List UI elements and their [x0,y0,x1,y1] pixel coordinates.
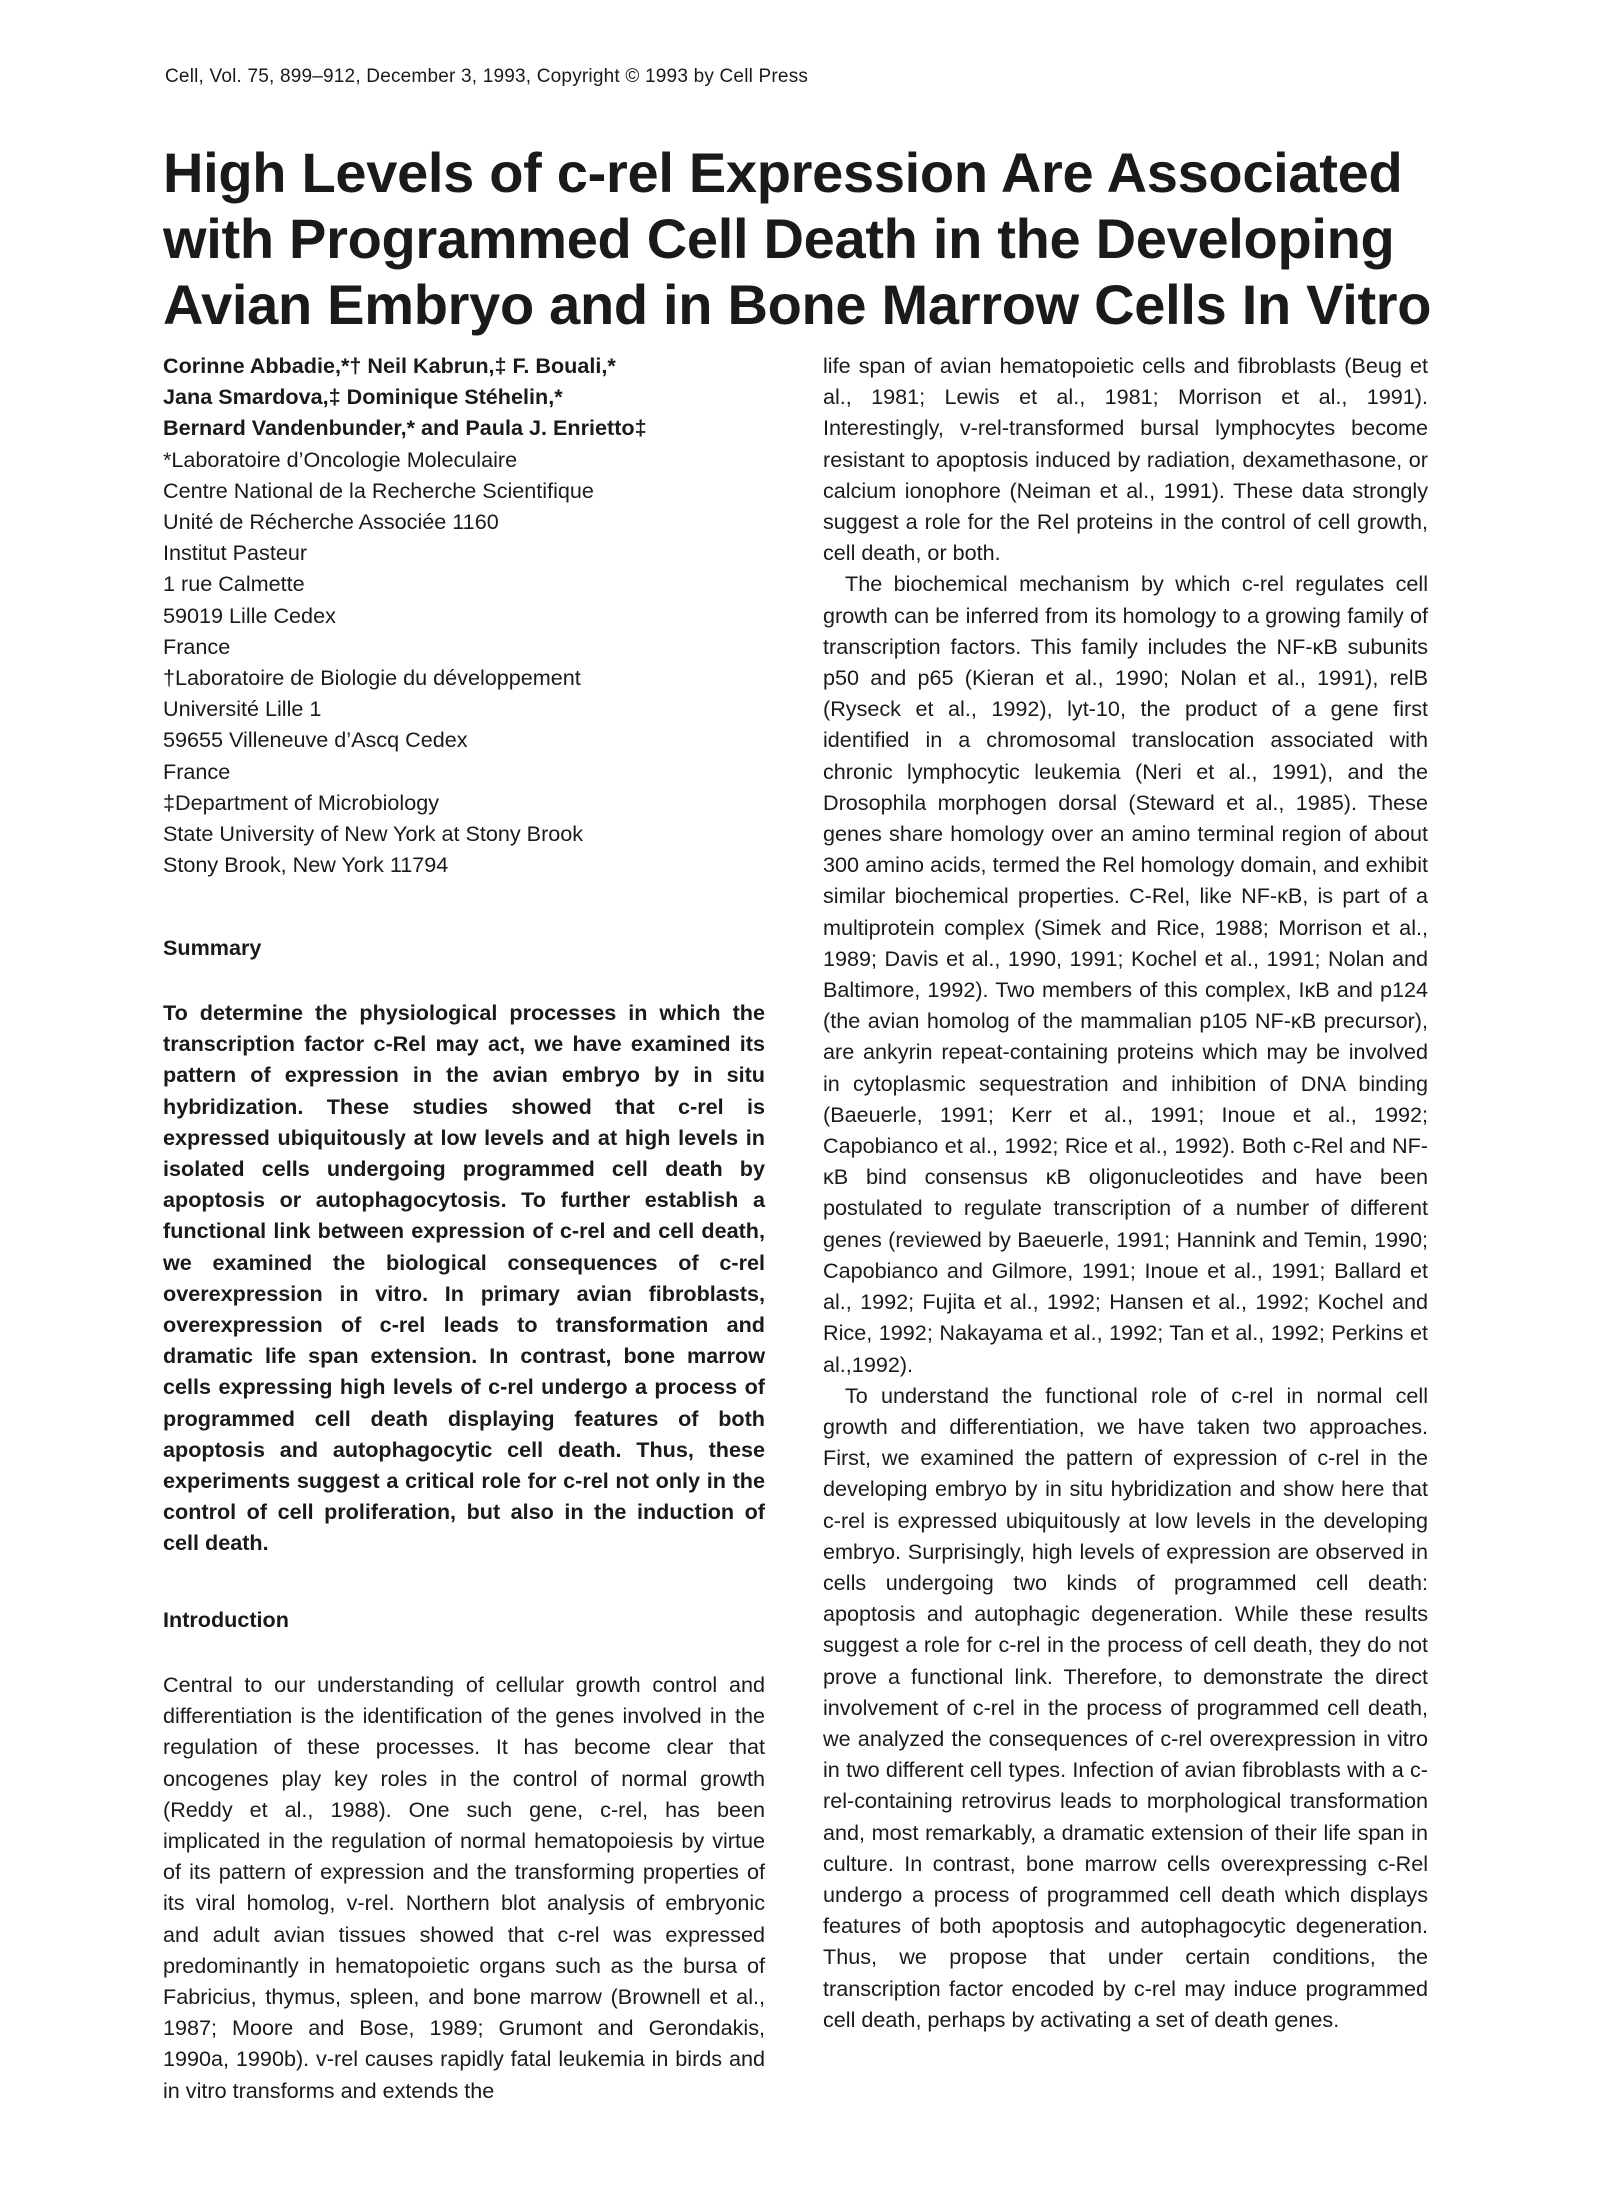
summary-heading: Summary [163,935,262,960]
title-line: High Levels of c-rel Expression Are Associated [163,141,1403,204]
affiliation-line: 1 rue Calmette [163,571,305,597]
affiliation-line: *Laboratoire d’Oncologie Moleculaire [163,446,518,472]
affiliation-line: Stony Brook, New York 11794 [163,852,449,878]
affiliation-line: Unité de Récherche Associée 1160 [163,509,499,535]
author-list [163,350,803,444]
introduction-heading: Introduction [163,1607,289,1632]
affiliation-line: Université Lille 1 [163,696,322,722]
affiliation-line: France [163,758,231,784]
affiliation-line: 59019 Lille Cedex [163,602,336,628]
affiliation-line: France [163,633,231,659]
author-line: Jana Smardova,‡ Dominique Stéhelin,* [163,384,563,410]
author-line: Bernard Vandenbunder,* and Paula J. Enrietto‡ [163,415,647,441]
introduction-paragraph-1: Central to our understanding of cellular growth control and differentiation is the identification of the genes involved in the regulation of these processes. It has become clear that oncogenes play key roles in the control of normal growth (Reddy et al., 1988). One such gene, c-rel, has been implicated in the regulation of normal hematopoiesis by virtue of its pattern of expression and the transforming properties of its viral homolog, v-rel. Northern blot analysis of embryonic and adult avian tissues showed that c-rel was expressed predominantly in hematopoietic organs such as the bursa of Fabricius, thymus, spleen, and bone marrow (Brownell et al., 1987; Moore and Bose, 1989; Grumont and Gerondakis, 1990a, 1990b). v-rel causes rapidly fatal leukemia in birds and in vitro transforms and extends the [163,1672,765,2103]
right-column [823,350,1428,2035]
affiliation-line: †Laboratoire de Biologie du développement [163,665,581,691]
affiliation-line: Institut Pasteur [163,540,308,566]
affiliation-line: 59655 Villeneuve d’Ascq Cedex [163,727,468,753]
introduction-paragraph-2: The biochemical mechanism by which c-rel regulates cell growth can be inferred from its homology to a growing family of transcription factors. This family includes the NF-κB subunits p50 and p65 (Kieran et al., 1990; Nolan et al., 1991), relB (Ryseck et al., 1992), lyt-10, the product of a gene first identified in a chromosomal translocation associated with chronic lymphocytic leukemia (Neri et al., 1991), and the Drosophila morphogen dorsal (Steward et al., 1985). These genes share homology over an amino terminal region of about 300 amino acids, termed the Rel homology domain, and exhibit similar biochemical properties. C-Rel, like NF-κB, is part of a multiprotein complex (Simek and Rice, 1988; Morrison et al., 1989; Davis et al., 1990, 1991; Kochel et al., 1991; Nolan and Baltimore, 1992). Two members of this complex, IκB and p124 (the avian homolog of the mammalian p105 NF-κB precursor), are ankyrin repeat-containing proteins which may be involved in cytoplasmic sequestration and inhibition of DNA binding (Baeuerle, 1991; Kerr et al., 1991; Inoue et al., 1992; Capobianco et al., 1992; Rice et al., 1992). Both c-Rel and NF-κB bind consensus κB oligonucleotides and have been postulated to regulate transcription of a number of different genes (reviewed by Baeuerle, 1991; Hannink and Temin, 1990; Capobianco and Gilmore, 1991; Inoue et al., 1991; Ballard et al., 1992; Fujita et al., 1992; Hansen et al., 1992; Kochel and Rice, 1992; Nakayama et al., 1992; Tan et al., 1992; Perkins et al.,1992). [823,571,1428,1377]
affiliation-list [163,444,803,881]
introduction-paragraph-1-continued: life span of avian hematopoietic cells and fibroblasts (Beug et al., 1981; Lewis et al., 1981; Morrison et al., 1991). Interestingly, v-rel-transformed bursal lymphocytes become resistant to apoptosis induced by radiation, dexamethasone, or calcium ionophore (Neiman et al., 1991). These data strongly suggest a role for the Rel proteins in the control of cell growth, cell death, or both. [823,353,1428,566]
author-affiliation-block [163,350,803,880]
affiliation-line: State University of New York at Stony Brook [163,821,584,847]
affiliation-line: Centre National de la Recherche Scientifique [163,477,594,503]
title-line: Avian Embryo and in Bone Marrow Cells In Vitro [163,273,1432,336]
summary-text: To determine the physiological processes in which the transcription factor c-Rel may act, we have examined its pattern of expression in the avian embryo by in situ hybridization. These studies showed that c-rel is expressed ubiquitously at low levels and at high levels in isolated cells undergoing programmed cell death by apoptosis or autophagocytosis. To further establish a functional link between expression of c-rel and cell death, we examined the biological consequences of c-rel overexpression in vitro. In primary avian fibroblasts, overexpression of c-rel leads to transformation and dramatic life span extension. In contrast, bone marrow cells expressing high levels of c-rel undergo a process of programmed cell death displaying features of both apoptosis and autophagocytic cell death. Thus, these experiments suggest a critical role for c-rel not only in the control of cell proliferation, but also in the induction of cell death. [163,1000,765,1556]
title-line: with Programmed Cell Death in the Developing [163,207,1395,270]
article-title [163,140,1463,338]
journal-citation-line: Cell, Vol. 75, 899–912, December 3, 1993, Copyright © 1993 by Cell Press [165,66,809,87]
author-line: Corinne Abbadie,*† Neil Kabrun,‡ F. Bouali,* [163,353,616,378]
introduction-paragraph-3: To understand the functional role of c-rel in normal cell growth and differentiation, we have taken two approaches. First, we examined the pattern of expression of c-rel in the developing embryo by in situ hybridization and show here that c-rel is expressed ubiquitously at low levels in the developing embryo. Surprisingly, high levels of expression are observed in cells undergoing two kinds of programmed cell death: apoptosis and autophagic degeneration. While these results suggest a role for c-rel in the process of cell death, they do not prove a functional link. Therefore, to demonstrate the direct involvement of c-rel in the process of programmed cell death, we analyzed the consequences of c-rel overexpression in vitro in two different cell types. Infection of avian fibroblasts with a c-rel-containing retrovirus leads to morphological transformation and, most remarkably, a dramatic extension of their life span in culture. In contrast, bone marrow cells overexpressing c-Rel undergo a process of programmed cell death which displays features of both apoptosis and autophagocytic degeneration. Thus, we propose that under certain conditions, the transcription factor encoded by c-rel may induce programmed cell death, perhaps by activating a set of death genes. [823,1382,1428,2032]
affiliation-line: ‡Department of Microbiology [163,789,440,815]
